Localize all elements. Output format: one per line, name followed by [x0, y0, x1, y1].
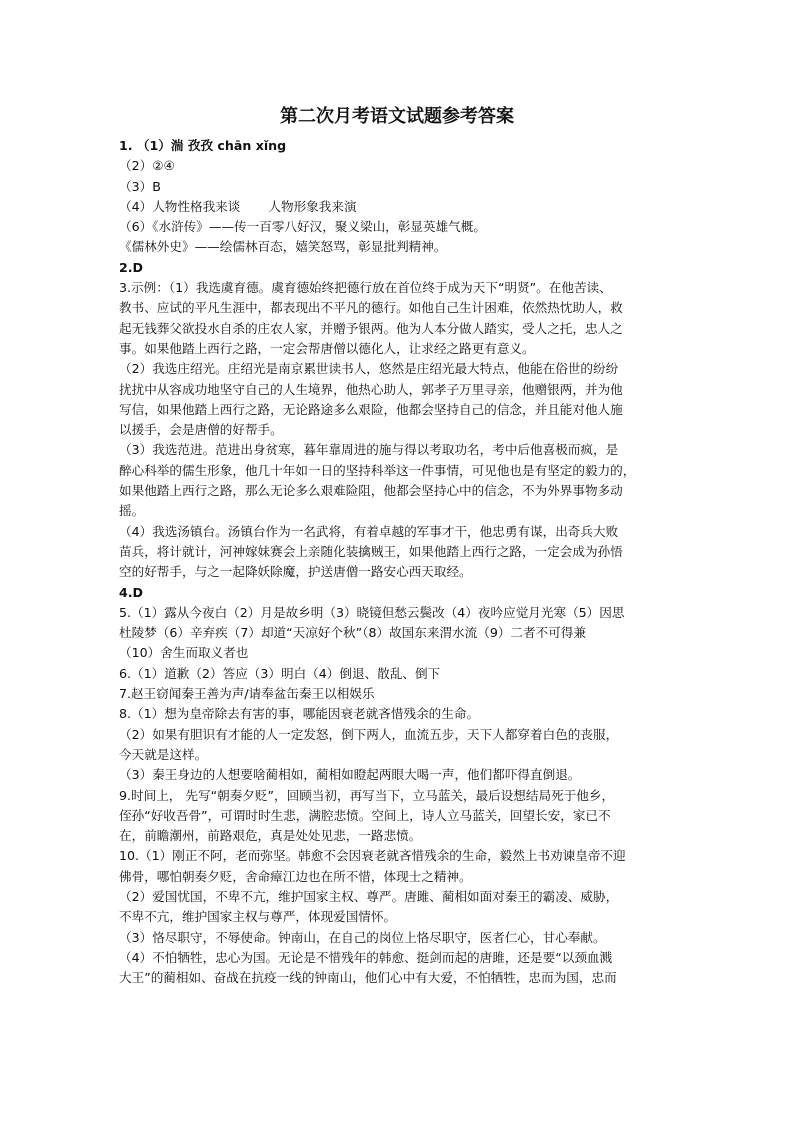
answer-line: （3）我选范进。范进出身贫寒，暮年靠周进的施与得以考取功名，考中后他喜极而疯，是	[119, 442, 619, 458]
answer-line: 7.赵王窃闻秦王善为声/请奉盆缶秦王以相娱乐	[119, 686, 375, 702]
answer-line: 扰扰中从容成功地坚守自己的人生境界，他热心助人，郭孝子万里寻亲，他赠银两，并为他	[119, 381, 623, 397]
answer-line: （4）我选汤镇台。汤镇台作为一名武将，有着卓越的军事才干，他忠勇有谋，出奇兵大败	[119, 523, 619, 539]
answer-line: （4）人物性格我来谈 人物形象我来演	[119, 198, 357, 214]
answer-line: 3.示例：（1）我选虞育德。虞育德始终把德行放在首位终于成为天下“明贤”。在他苦读、	[119, 280, 612, 296]
answer-line: 大王”的蔺相如、奋战在抗疫一线的钟南山，他们心中有大爱，不怕牺牲，忠而为国，忠而	[119, 970, 617, 986]
answer-line: 摇。	[119, 503, 145, 519]
answer-line: 5.（1）露从今夜白（2）月是故乡明（3）晓镜但愁云鬓改（4）夜吟应觉月光寒（5）因思	[119, 604, 625, 620]
answer-line: （6）《水浒传》——传一百零八好汉，聚义梁山，彰显英雄气概。	[119, 219, 486, 235]
answer-line: 苗兵，将计就计，河神嫁妹赛会上亲随化装擒贼王，如果他踏上西行之路，一定会成为孙悟	[119, 543, 623, 559]
answer-line: 教书、应试的平凡生涯中，都表现出不平凡的德行。如他自己生计困难，依然热忱助人，救	[119, 300, 623, 316]
answer-line: （3）恪尽职守，不辱使命。钟南山，在自己的岗位上恪尽职守，医者仁心，甘心奉献。	[119, 929, 606, 945]
answer-line: （2）爱国忧国，不卑不亢，维护国家主权、尊严。唐雎、蔺相如面对秦王的霸凌、威胁，	[119, 888, 619, 904]
answer-line: 2.D	[119, 259, 144, 275]
answer-line: 杜陵梦（6）辛弃疾（7）却道“天凉好个秋”（8）故国东来渭水流（9）二者不可得兼	[119, 625, 586, 641]
answer-line: 在，前瞻潮州，前路艰危，真是处处见悲，一路悲愤。	[119, 828, 422, 844]
page-title: 第二次月考语文试题参考答案	[280, 106, 514, 127]
answer-line: 空的好帮手，与之一起降妖除魔，护送唐僧一路安心西天取经。	[119, 564, 472, 580]
answer-line: （4）不怕牺牲，忠心为国。无论是不惜残年的韩愈、挺剑而起的唐雎，还是要“以颈血溅	[119, 949, 613, 965]
answer-line: （3）B	[119, 178, 161, 194]
answer-line: 如果他踏上西行之路，那么无论多么艰难险阻，他都会坚持心中的信念，不为外界事物多动	[119, 483, 623, 499]
answer-line: （2）②④	[119, 158, 175, 174]
answer-line: 今天就是这样。	[119, 746, 208, 762]
answer-line: 1. （1）湍 孜孜 chān xǐng	[119, 138, 287, 153]
answer-line: 侄孙“好收吾骨”，可谓时时生悲，满腔悲愤。空间上，诗人立马蓝关，回望长安，家已不	[119, 807, 611, 823]
answer-line: 醉心科举的儒生形象，他几十年如一日的坚持科举这一件事情，可见他也是有坚定的毅力的，	[119, 462, 636, 478]
answer-line: （2）我选庄绍光。庄绍光是南京累世读书人，悠然是庄绍光最大特点，他能在俗世的纷纷	[119, 361, 619, 377]
answer-line: 8.（1）想为皇帝除去有害的事，哪能因衰老就吝惜残余的生命。	[119, 706, 480, 722]
answer-line: 10.（1）刚正不阿，老而弥坚。韩愈不会因衰老就吝惜残余的生命，毅然上书劝谏皇帝不迎	[119, 848, 626, 864]
answer-line: 6.（1）道歉（2）答应（3）明白（4）倒退、散乱、倒下	[119, 665, 441, 681]
answer-line: （2）如果有胆识有才能的人一定发怒，倒下两人，血流五步，天下人都穿着白色的丧服，	[119, 726, 619, 742]
answer-line: 起无钱葬父欲投水自杀的庄农人家，并赠予银两。他为人本分做人踏实，受人之托，忠人之	[119, 320, 623, 336]
answer-line: 佛骨，哪怕朝奏夕贬，舍命瘴江边也在所不惜，体现士之精神。	[119, 868, 472, 884]
answer-line: 9.时间上， 先写“朝奏夕贬”，回顾当初，再写当下，立马蓝关，最后设想结局死于他乡，	[119, 787, 615, 803]
answer-line: 以援手，会是唐僧的好帮手。	[119, 422, 283, 438]
answer-content	[119, 136, 687, 988]
answer-line: （10）舍生而取义者也	[119, 645, 249, 661]
answer-line: 写信，如果他踏上西行之路，无论路途多么艰险，他都会坚持自己的信念，并且能对他人施	[119, 401, 623, 417]
answer-line: 事。如果他踏上西行之路，一定会帮唐僧以德化人，让求经之路更有意义。	[119, 340, 535, 356]
answer-line: 不卑不亢，维护国家主权与尊严，体现爱国情怀。	[119, 909, 397, 925]
answer-line: 《儒林外史》——绘儒林百态，嬉笑怒骂，彰显批判精神。	[119, 239, 447, 255]
answer-line: 4.D	[119, 584, 144, 600]
answer-line: （3）秦王身边的人想要啥蔺相如，蔺相如瞪起两眼大喝一声，他们都吓得直倒退。	[119, 767, 581, 783]
